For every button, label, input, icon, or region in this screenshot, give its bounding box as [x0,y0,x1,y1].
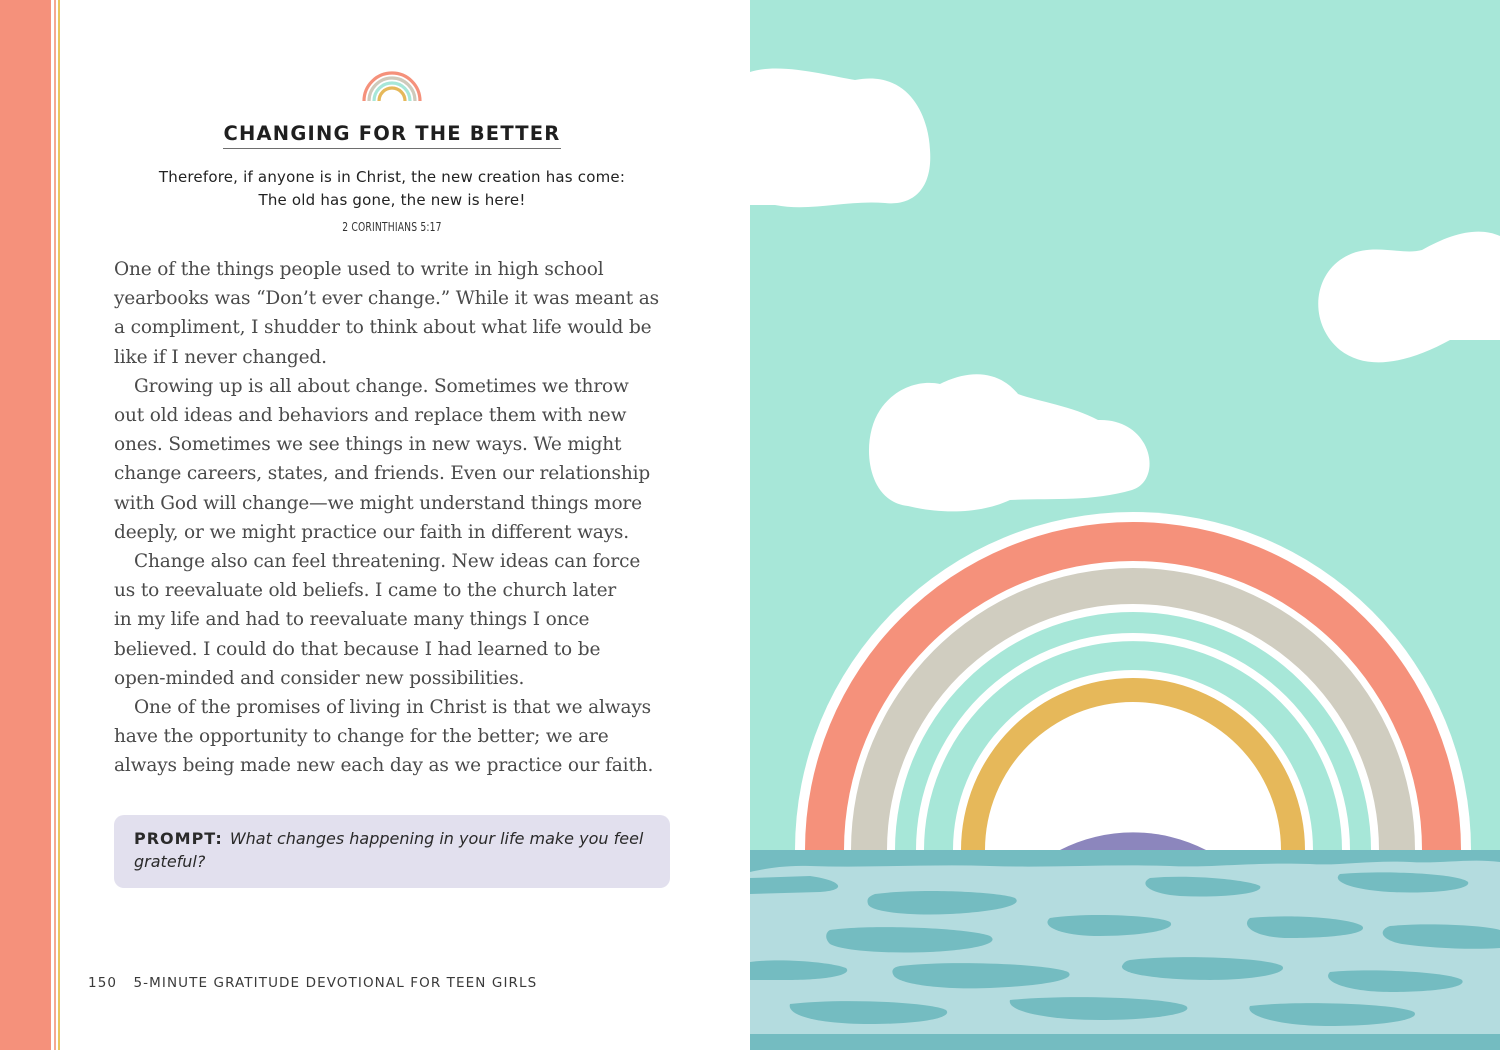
page-edge-line-coral [54,0,56,1050]
body-line: in my life and had to reevaluate many things I once [114,609,590,631]
body-line: like if I never changed. [114,346,327,368]
body-line: One of the things people used to write in high school [114,259,604,280]
verse-line-1: Therefore, if anyone is in Christ, the new creation has come: [158,168,626,186]
devotional-body [114,255,684,781]
body-line: a compliment, I shudder to think about what life would be [114,317,652,339]
devotional-title [150,122,634,145]
body-line: Change also can feel threatening. New ideas can force [134,551,641,573]
body-line: One of the promises of living in Christ is that we always [134,697,651,719]
devotional-title-text: CHANGING FOR THE BETTER [223,122,560,149]
body-line: open-minded and consider new possibilities. [114,667,525,689]
sea-rainbow-illustration [750,0,1500,1050]
scripture-verse [114,166,670,212]
body-line: with God will change—we might understand things more [114,492,642,514]
page-edge-line-yellow [58,0,60,1050]
rainbow-icon [361,70,423,102]
body-line: yearbooks was “Don’t ever change.” While it was meant as [114,288,659,310]
page-footer [88,975,537,991]
body-line: us to reevaluate old beliefs. I came to the church later [114,580,617,602]
body-line: believed. I could do that because I had learned to be [114,638,601,660]
body-line: change careers, states, and friends. Even our relationship [114,463,651,485]
page-number: 150 [88,975,118,991]
body-line: deeply, or we might practice our faith in different ways. [114,521,630,543]
scripture-reference: 2 CORINTHIANS 5:17 [342,219,442,234]
page-edge-accent-strip [0,0,51,1050]
verse-line-2: The old has gone, the new is here! [258,191,526,209]
prompt-box [114,815,670,888]
body-line: have the opportunity to change for the better; we are [114,726,609,748]
book-title: 5-MINUTE GRATITUDE DEVOTIONAL FOR TEEN GIRLS [133,975,538,991]
body-line: out old ideas and behaviors and replace them with new [114,405,627,427]
horizon-line [750,850,1500,853]
prompt-text: What changes happening in your life make you feel grateful? [134,829,644,871]
body-line: ones. Sometimes we see things in new ways. We might [114,434,622,456]
prompt-label: PROMPT: [134,829,223,848]
body-line: Growing up is all about change. Sometimes we throw [134,375,629,397]
body-line: always being made new each day as we practice our faith. [114,755,654,777]
right-page-illustration [750,0,1500,1050]
